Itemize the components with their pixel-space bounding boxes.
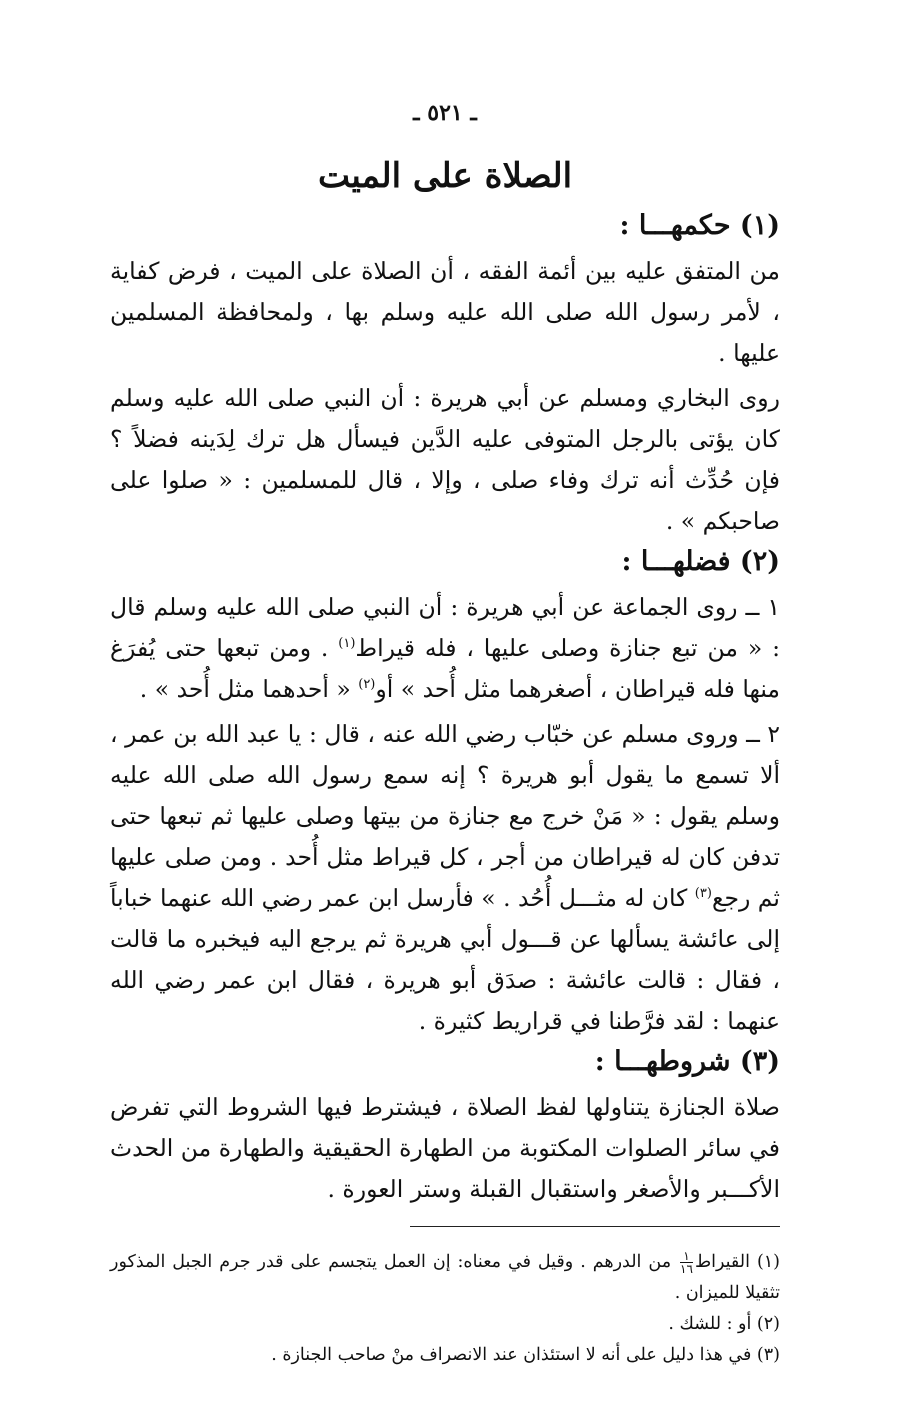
footnote-ref-1: (١) [338, 636, 356, 652]
text-run: ١ ــ روى الجماعة عن أبي هريرة : أن النبي صلى الله عليه وسلم قال : « من تبع جنازة وصلى عليها ، فله قيراط [110, 593, 780, 662]
footnote-1 [110, 1247, 780, 1309]
text-run: « أحدهما مثل أُحد » . [139, 675, 359, 703]
text-run: ٢ ــ وروى مسلم عن خبّاب رضي الله عنه ، قال : يا عبد الله بن عمر ، ألا تسمع ما يقول أبو هريرة ؟ إنه سمع رسول الله صلى الله عليه وسلم يقول : « مَنْ خرج مع جنازة من بيتها وصلى عليها ثم تبعها حتى تدفن كان له قيراطان من أجر ، كل قيراط مثل أُحد . ومن صلى عليها ثم رجع [110, 720, 780, 912]
footnote-divider [410, 1226, 780, 1227]
section-heading-conditions: (٣) شروطهـــا : [594, 1046, 780, 1077]
section-heading-virtue: (٢) فضلهـــا : [621, 546, 780, 577]
text-run: . ومن تبعها حتى يُفرَغ منها فله قيراطان ، أصغرهما مثل أُحد » أو [110, 634, 780, 703]
footnote-2: (٢) أو : للشك . [668, 1314, 780, 1334]
footnote-ref-2: (٢) [358, 677, 376, 693]
fraction-numerator: ١ [680, 1250, 693, 1263]
fraction [680, 1250, 693, 1275]
paragraph [110, 714, 780, 1042]
paragraph: روى البخاري ومسلم عن أبي هريرة : أن النبي صلى الله عليه وسلم كان يؤتى بالرجل المتوفى عليه الدَّين فيسأل هل ترك لِدَينه فضلاً ؟ فإن حُدِّث أنه ترك وفاء صلى ، وإلا ، قال للمسلمين : « صلوا على صاحبكم » . [110, 384, 780, 535]
footnote-3: (٣) في هذا دليل على أنه لا استئذان عند الانصراف منْ صاحب الجنازة . [271, 1345, 780, 1365]
footnote-ref-3: (٣) [694, 886, 712, 902]
fraction-denominator: ١٦ [680, 1262, 693, 1276]
paragraph [110, 587, 780, 710]
paragraph: صلاة الجنازة يتناولها لفظ الصلاة ، فيشترط فيها الشروط التي تفرض في سائر الصلوات المكتوبة من الطهارة الحقيقية والطهارة من الحدث الأكـــبر والأصغر واستقبال القبلة وستر العورة . [110, 1093, 780, 1203]
footnote-number: (١) [756, 1252, 780, 1272]
text-run: القيراط [694, 1252, 750, 1272]
page-number: ـ ٥٢١ ـ [413, 100, 477, 126]
section-heading-ruling: (١) حكمهـــا : [619, 210, 780, 241]
text-run: كان له مثـــل أُحُد . » فأرسل ابن عمر رضي الله عنهما خباباً إلى عائشة يسألها عن قـــول أبي هريرة ثم يرجع اليه فيخبره ما قالت ، فقال : قالت عائشة : صدَق أبو هريرة ، فقال ابن عمر رضي الله عنهما : لقد فرَّطنا في قراريط كثيرة . [110, 884, 780, 1035]
paragraph: من المتفق عليه بين أئمة الفقه ، أن الصلاة على الميت ، فرض كفاية ، لأمر رسول الله صلى الله عليه وسلم بها ، ولمحافظة المسلمين عليها . [110, 257, 780, 367]
page-title: الصلاة على الميت [317, 156, 573, 196]
text-run: من الدرهم . وقيل في معناه: إن العمل يتجسم على قدر جرم الجبل المذكور تثقيلا للميزان . [110, 1252, 780, 1303]
